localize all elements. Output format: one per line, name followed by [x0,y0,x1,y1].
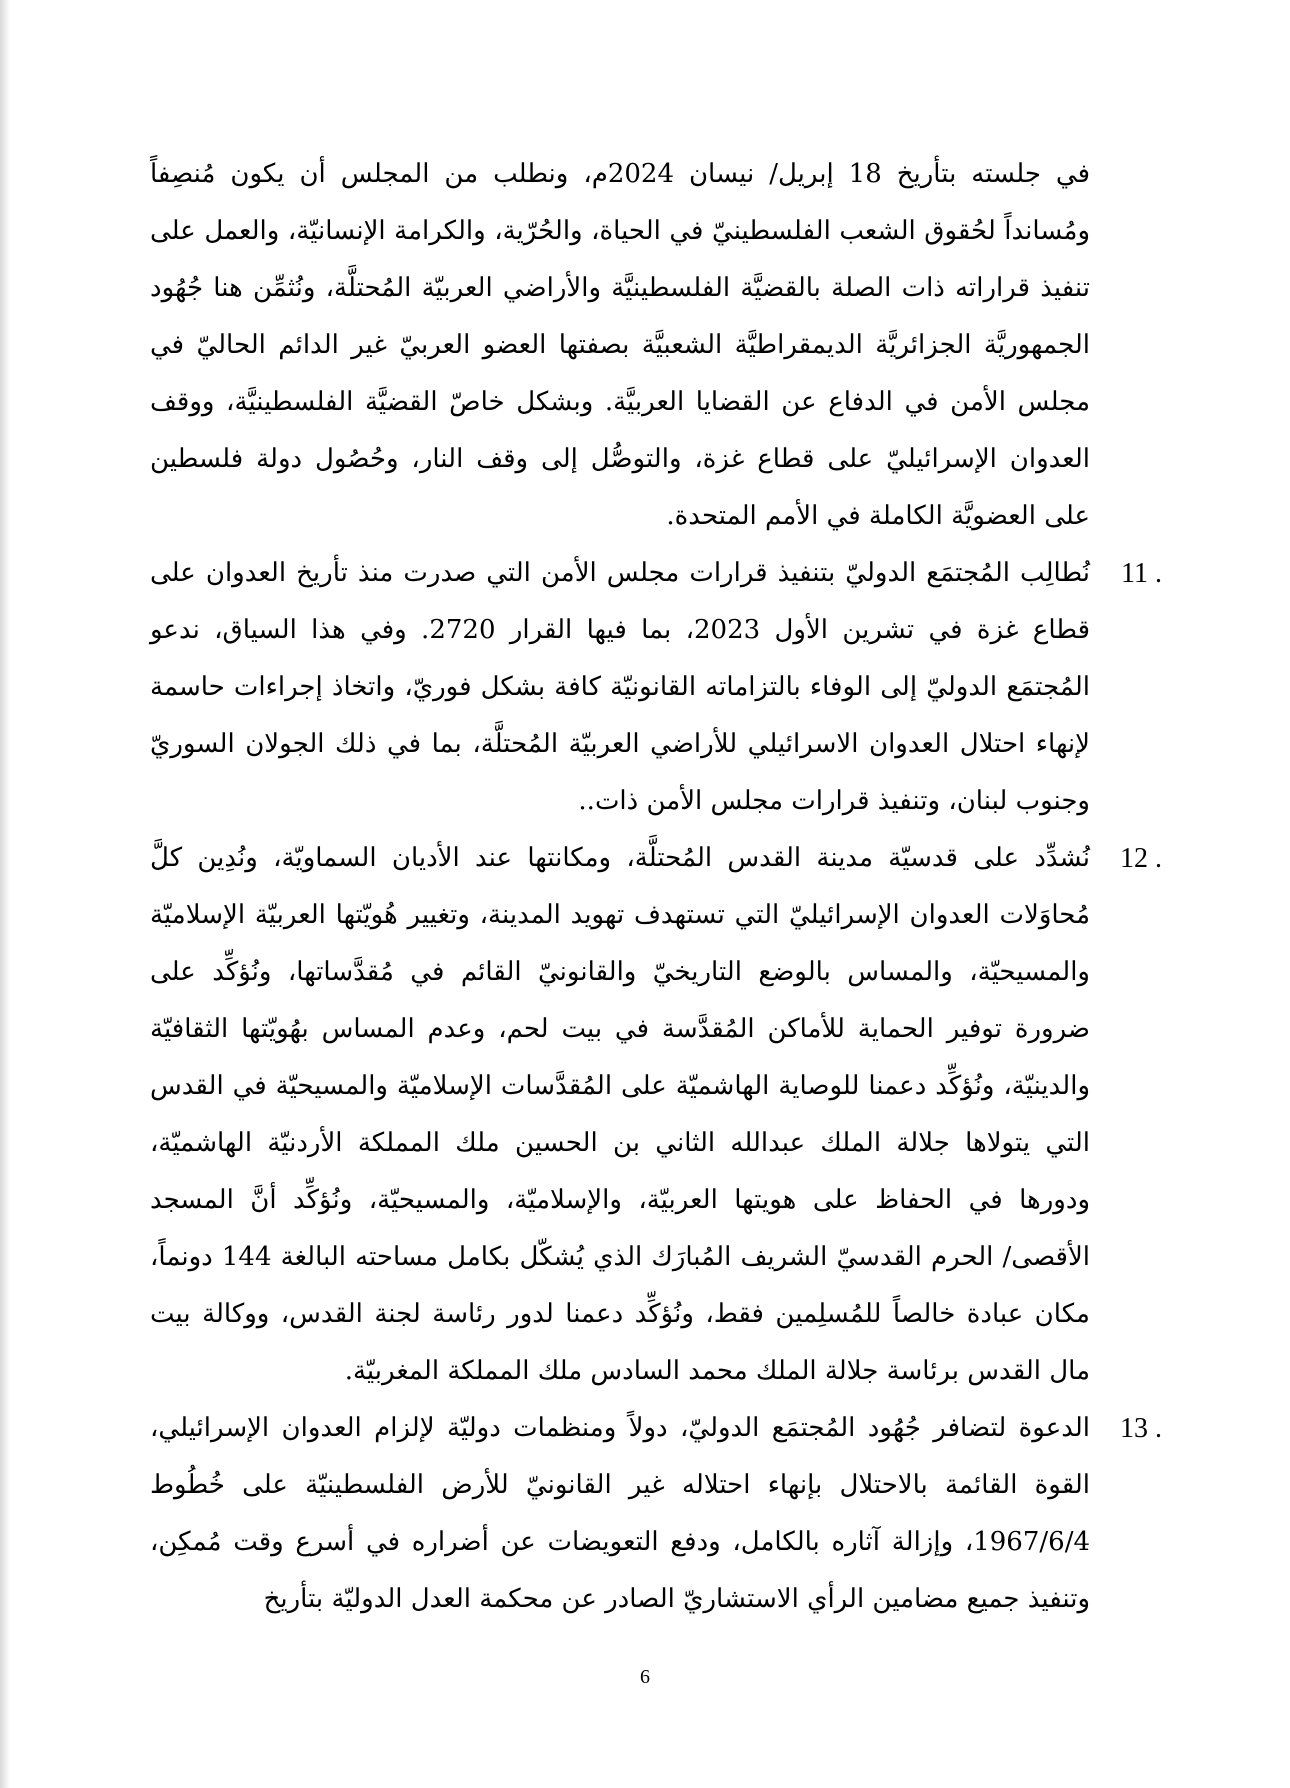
page-number: 6 [640,1666,650,1688]
item-number: 11 . [1121,558,1162,589]
numbered-item-11 [150,545,1162,830]
item-text: نُشدِّد على قدسيّة مدينة القدس المُحتلَّة، ومكانتها عند الأديان السماويّة، ونُدِين كلَّ مُحاوَلات العدوان الإسرائيليّ التي تستهدف تهويد المدينة، وتغيير هُويّتها العربيّة الإسلاميّة والمسيحيّة، والمساس بالوضع التاريخيّ والقانونيّ القائم في مُقدَّساتها، ونُؤكِّد على ضرورة توفير الحماية للأماكن المُقدَّسة في بيت لحم، وعدم المساس بهُويّتها الثقافيّة والدينيّة، ونُؤكِّد دعمنا للوصاية الهاشميّة على المُقدَّسات الإسلاميّة والمسيحيّة في القدس التي يتولاها جلالة الملك عبدالله الثاني بن الحسين ملك المملكة الأردنيّة الهاشميّة، ودورها في الحفاظ على هويتها العربيّة، والإسلاميّة، والمسيحيّة، ونُؤكِّد أنَّ المسجد الأقصى/ الحرم القدسيّ الشريف المُبارَك الذي يُشكّل بكامل مساحته البالغة 144 دونماً، مكان عبادة خالصاً للمُسلِمين فقط، ونُؤكِّد دعمنا لدور رئاسة لجنة القدس، ووكالة بيت مال القدس برئاسة جلالة الملك محمد السادس ملك المملكة المغربيّة. [150,843,1091,1386]
numbered-item-13 [150,1400,1162,1628]
item-number: 12 . [1120,843,1162,874]
intro-paragraph: في جلسته بتأريخ 18 إبريل/ نيسان 2024م، ونطلب من المجلس أن يكون مُنصِفاً ومُسانداً لحُقوق الشعب الفلسطينيّ في الحياة، والحُرّية، والكرامة الإنسانيّة، والعمل على تنفيذ قراراته ذات الصلة بالقضيَّة الفلسطينيَّة والأراضي العربيّة المُحتلَّة، ونُثمِّن هنا جُهُود الجمهوريَّة الجزائريَّة الديمقراطيَّة الشعبيَّة بصفتها العضو العربيّ غير الدائم الحاليّ في مجلس الأمن في الدفاع عن القضايا العربيَّة. وبشكل خاصّ القضيَّة الفلسطينيَّة، ووقف العدوان الإسرائيليّ على قطاع غزة، والتوصُّل إلى وقف النار، وحُصُول دولة فلسطين على العضويَّة الكاملة في الأمم المتحدة. [150,159,1091,531]
item-number: 13 . [1120,1413,1162,1444]
document-body [150,146,1162,1628]
item-text: الدعوة لتضافر جُهُود المُجتمَع الدوليّ، دولاً ومنظمات دوليّة لإلزام العدوان الإسرائيلي، القوة القائمة بالاحتلال بإنهاء احتلاله غير القانونيّ للأرض الفلسطينيّة على خُطُوط 1967/6/4، وإزالة آثاره بالكامل، ودفع التعويضات عن أضراره في أسرع وقت مُمكِن، وتنفيذ جميع مضامين الرأي الاستشاريّ الصادر عن محكمة العدل الدوليّة بتأريخ [150,1413,1090,1614]
numbered-item-12 [150,830,1162,1400]
page-edge-shadow [0,0,10,1788]
item-text: نُطالِب المُجتمَع الدوليّ بتنفيذ قرارات مجلس الأمن التي صدرت منذ تأريخ العدوان على قطاع غزة في تشرين الأول 2023، بما فيها القرار 2720. وفي هذا السياق، ندعو المُجتمَع الدوليّ إلى الوفاء بالتزاماته القانونيّة كافة بشكل فوريّ، واتخاذ إجراءات حاسمة لإنهاء احتلال العدوان الاسرائيلي للأراضي العربيّة المُحتلَّة، بما في ذلك الجولان السوريّ وجنوب لبنان، وتنفيذ قرارات مجلس الأمن ذات.. [150,558,1091,816]
